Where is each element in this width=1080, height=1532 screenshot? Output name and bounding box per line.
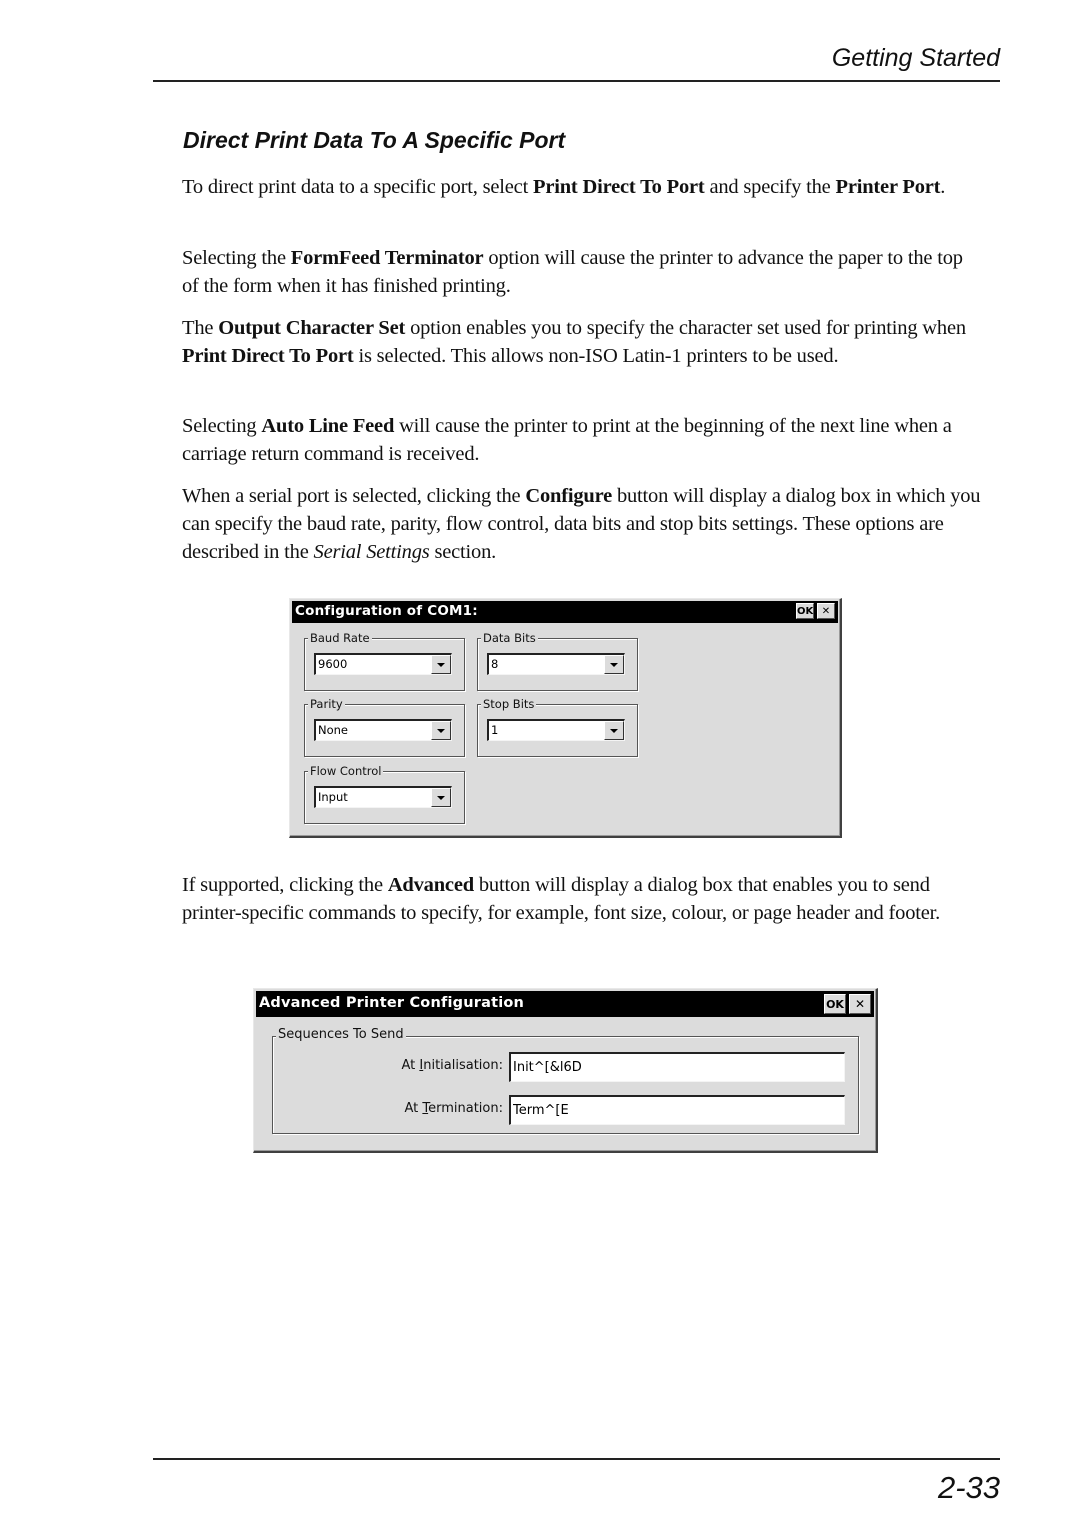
- text-run: Selecting the: [182, 247, 291, 269]
- data-bits-label: Data Bits: [483, 631, 536, 645]
- section-title: Direct Print Data To A Specific Port: [183, 127, 566, 153]
- paragraph-configure: [182, 482, 982, 566]
- bold-text-run: Advanced: [387, 874, 474, 896]
- text-run: and specify the: [704, 176, 836, 198]
- init-sequence-input[interactable]: [509, 1052, 845, 1082]
- parity-select[interactable]: [314, 719, 452, 741]
- data-bits-value: 8: [491, 657, 499, 671]
- advanced-dialog-title: Advanced Printer Configuration: [259, 995, 525, 1011]
- paragraph-advanced: [182, 871, 982, 927]
- term-sequence-input[interactable]: [509, 1095, 845, 1125]
- bold-text-run: FormFeed Terminator: [290, 247, 484, 269]
- init-label: At Initialisation:: [401, 1058, 503, 1073]
- running-header: [153, 44, 1000, 82]
- text-run: button will display a dialog box in which you can specify the baud rate, parity, flow control, data bits and stop bits settings. These options are described in the: [182, 485, 981, 563]
- text-run: will cause the printer to print at the beginning of the next line when a carriage return command is received.: [182, 415, 952, 465]
- footer-rule: [153, 1458, 1000, 1460]
- baud-rate-label: Baud Rate: [310, 631, 370, 645]
- text-run: option will cause the printer to advance the paper to the top of the form when it has finished printing.: [182, 247, 963, 297]
- running-header-title: Getting Started: [831, 44, 1000, 72]
- advanced-dialog-titlebar: [256, 991, 874, 1017]
- sequences-group: [272, 1027, 859, 1134]
- chevron-down-icon[interactable]: [431, 655, 451, 674]
- bold-text-run: Auto Line Feed: [261, 415, 395, 437]
- flow-control-group: [304, 764, 465, 824]
- text-run: section.: [429, 541, 497, 563]
- text-run: is selected. This allows non-ISO Latin-1 printers to be used.: [353, 345, 839, 367]
- text-run: button will display a dialog box that enables you to send printer-specific commands to specify, for example, font size, colour, or page header and footer.: [182, 874, 941, 924]
- flow-control-value: Input: [318, 790, 348, 804]
- bold-text-run: Print Direct To Port: [182, 345, 354, 367]
- parity-group: [304, 697, 465, 757]
- bold-text-run: Printer Port: [835, 176, 941, 198]
- paragraph-output-charset: [182, 314, 982, 370]
- baud-rate-select[interactable]: [314, 653, 452, 675]
- parity-label: Parity: [310, 697, 343, 711]
- advanced-printer-dialog: [253, 988, 878, 1153]
- text-run: If supported, clicking the: [182, 874, 388, 896]
- parity-value: None: [318, 723, 349, 737]
- text-run: option enables you to specify the character set used for printing when: [405, 317, 966, 339]
- baud-rate-group: [304, 631, 465, 691]
- data-bits-group: [477, 631, 638, 691]
- bold-text-run: Output Character Set: [218, 317, 406, 339]
- flow-control-select[interactable]: [314, 786, 452, 808]
- close-icon[interactable]: ✕: [849, 994, 871, 1014]
- stop-bits-select[interactable]: [487, 719, 625, 741]
- paragraph-formfeed: [182, 244, 982, 300]
- italic-text-run: Serial Settings: [313, 541, 430, 563]
- page-number: 2-33: [937, 1470, 1000, 1505]
- chevron-down-icon[interactable]: [604, 655, 624, 674]
- close-icon[interactable]: ✕: [817, 603, 835, 619]
- chevron-down-icon[interactable]: [431, 788, 451, 807]
- text-run: When a serial port is selected, clicking the: [182, 485, 526, 507]
- com-dialog-title: Configuration of COM1:: [295, 603, 478, 619]
- paragraph-auto-line-feed: [182, 412, 982, 468]
- data-bits-select[interactable]: [487, 653, 625, 675]
- stop-bits-value: 1: [491, 723, 499, 737]
- chevron-down-icon[interactable]: [604, 721, 624, 740]
- com-config-dialog: [289, 598, 842, 838]
- com-dialog-titlebar: [292, 601, 838, 623]
- bold-text-run: Configure: [525, 485, 613, 507]
- ok-button[interactable]: OK: [824, 994, 846, 1014]
- term-label: At Termination:: [404, 1101, 503, 1116]
- text-run: .: [940, 176, 946, 198]
- bold-text-run: Print Direct To Port: [533, 176, 705, 198]
- stop-bits-group: [477, 697, 638, 757]
- ok-button[interactable]: OK: [796, 603, 814, 619]
- text-run: To direct print data to a specific port, select: [182, 176, 533, 198]
- text-run: Selecting: [182, 415, 262, 437]
- chevron-down-icon[interactable]: [431, 721, 451, 740]
- sequences-group-label: Sequences To Send: [278, 1027, 404, 1042]
- flow-control-label: Flow Control: [310, 764, 382, 778]
- text-run: The: [182, 317, 219, 339]
- paragraph-print-direct: [182, 173, 982, 201]
- baud-rate-value: 9600: [318, 657, 348, 671]
- stop-bits-label: Stop Bits: [483, 697, 535, 711]
